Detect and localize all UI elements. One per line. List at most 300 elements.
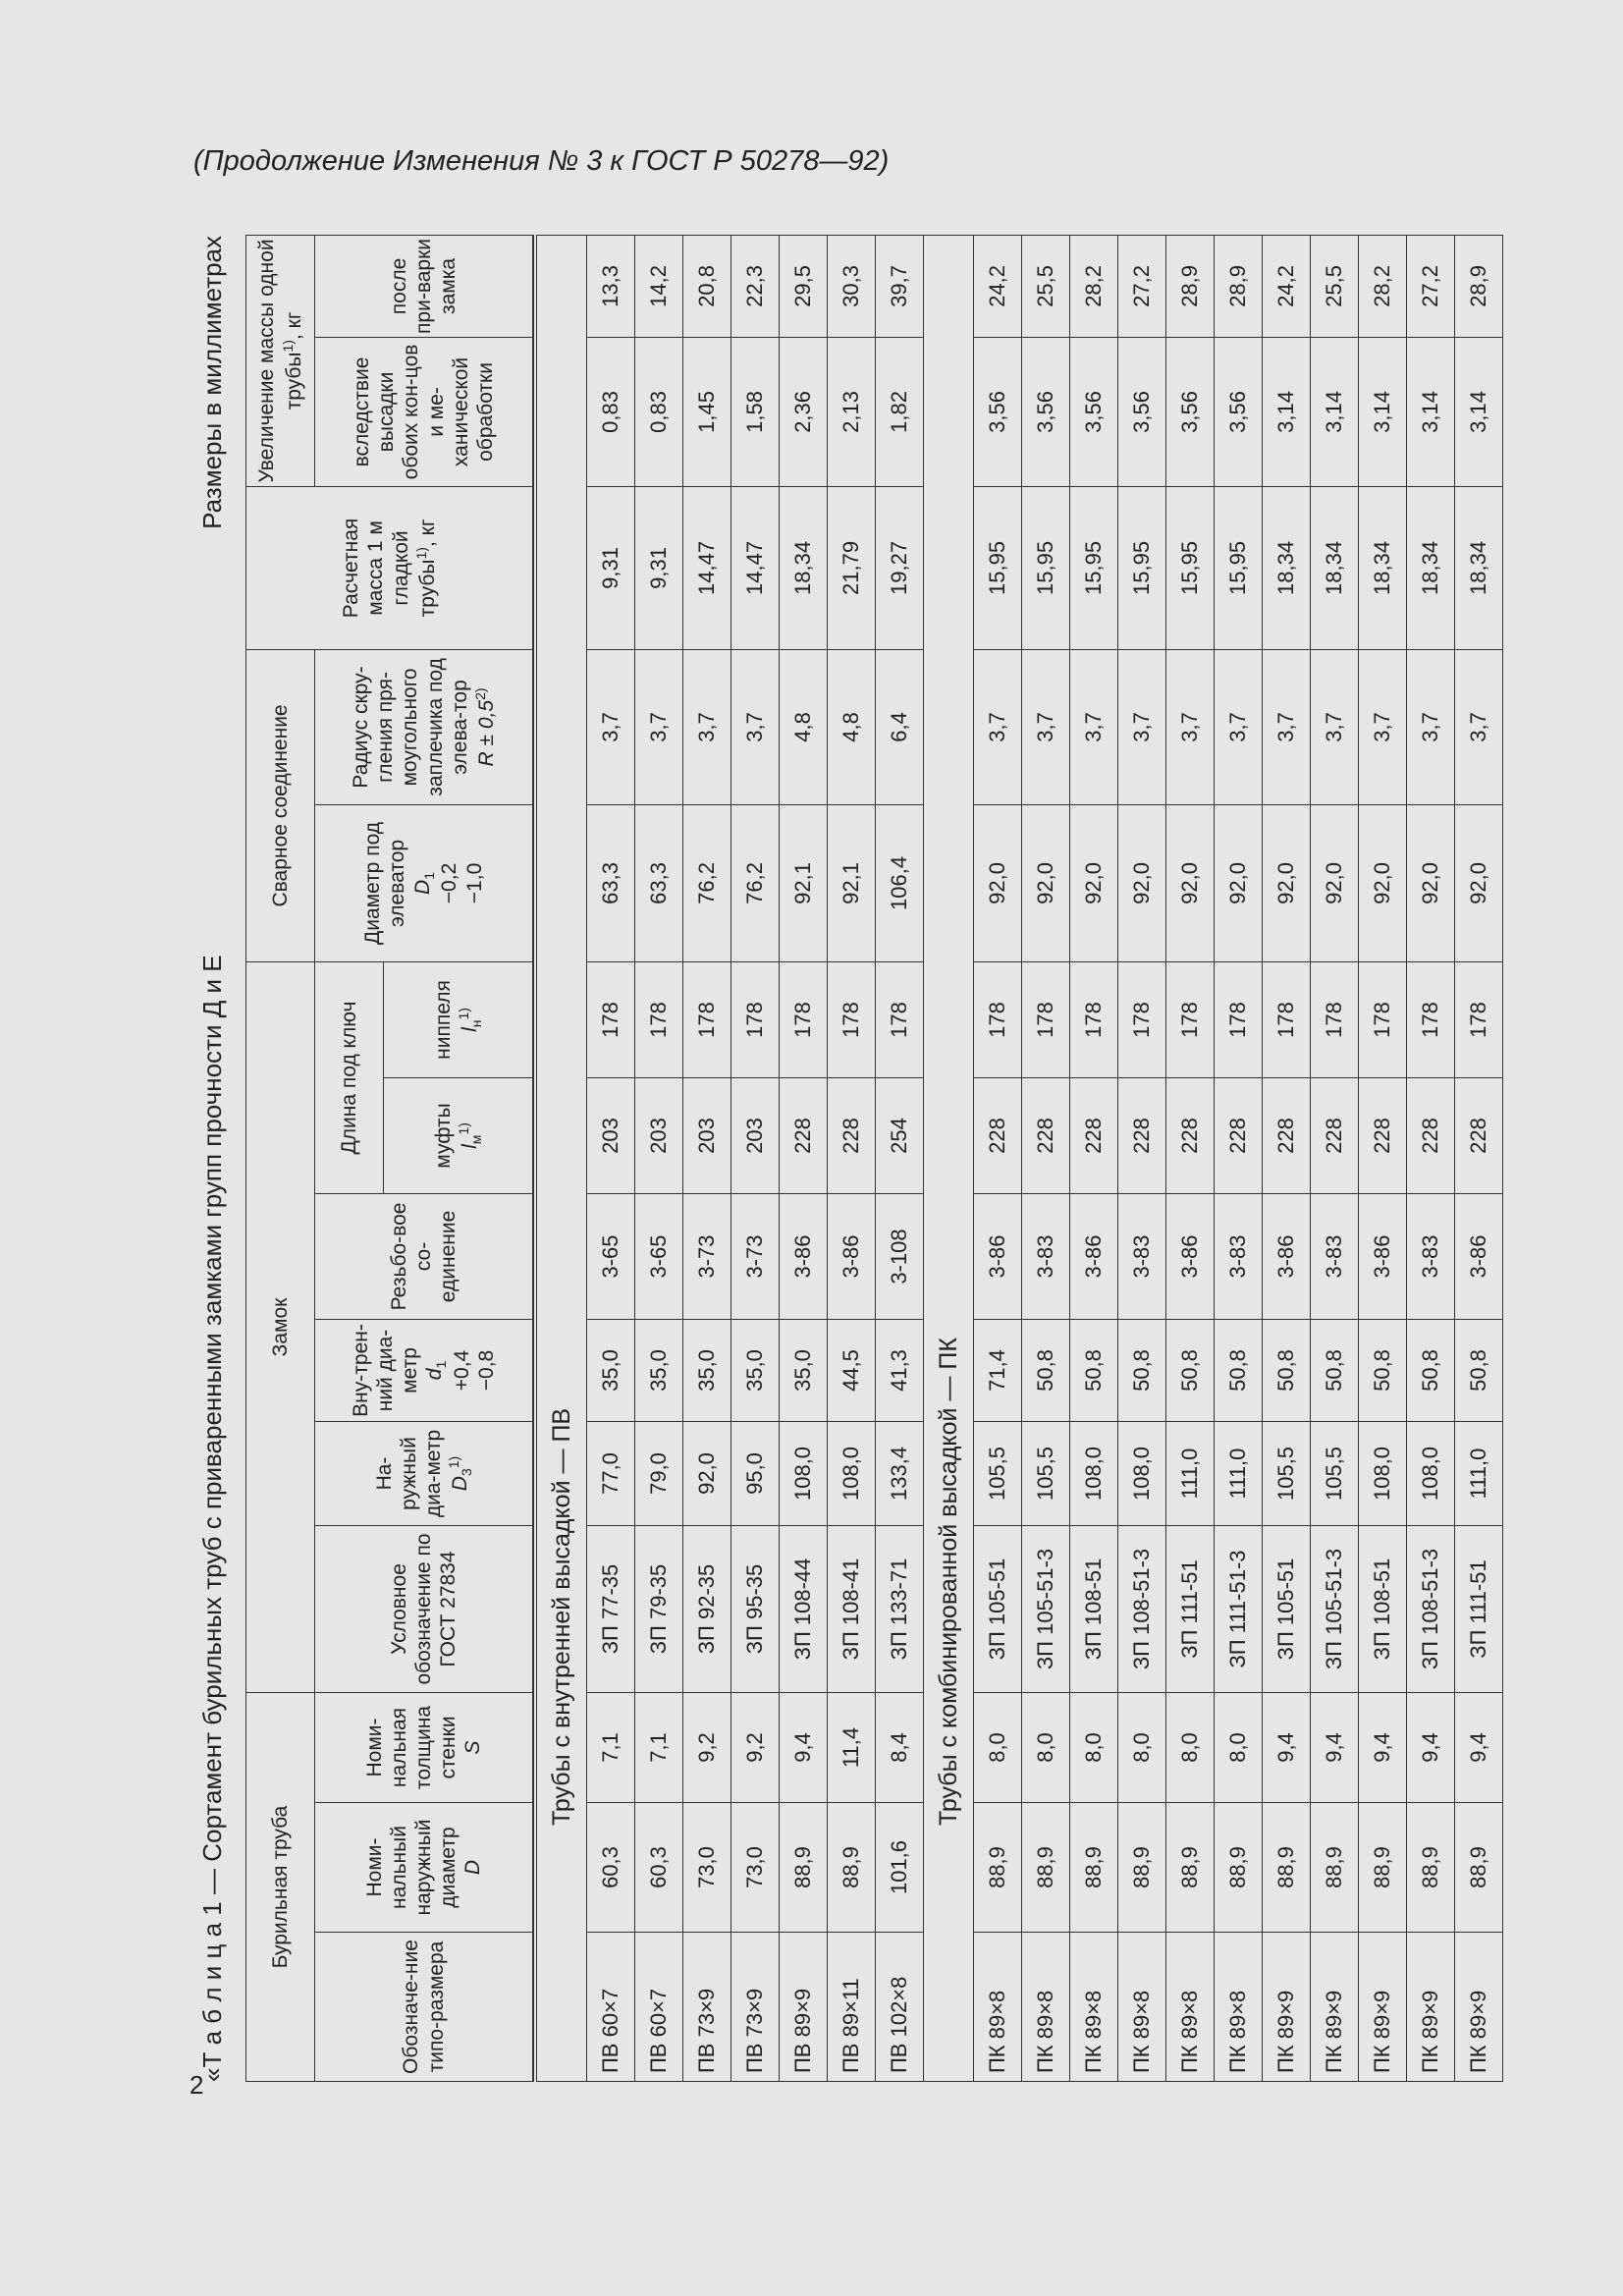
table-cell: 73,0 <box>731 1803 780 1933</box>
table-cell: 92,0 <box>1263 804 1311 961</box>
table-cell: 92,0 <box>974 804 1022 961</box>
table-cell: 9,31 <box>635 486 683 649</box>
table-cell: 3-86 <box>974 1193 1022 1319</box>
table-row <box>1311 235 1359 2081</box>
table-cell: 8,0 <box>1166 1692 1215 1802</box>
units-note: Размеры в миллиметрах <box>197 236 227 529</box>
table-cell: 228 <box>1022 1077 1070 1193</box>
table-cell: 88,9 <box>1070 1803 1118 1933</box>
table-cell: 4,8 <box>780 649 828 804</box>
table-cell: 3-86 <box>1455 1193 1503 1319</box>
table-cell: 15,95 <box>1022 486 1070 649</box>
table-cell: 8,0 <box>1070 1692 1118 1802</box>
table-cell: 28,9 <box>1166 235 1215 337</box>
table-row <box>1118 235 1166 2081</box>
col-lock-designation: Условное обозначение по ГОСТ 27834 <box>315 1525 533 1692</box>
table-row <box>1407 235 1455 2081</box>
table-cell: 203 <box>731 1077 780 1193</box>
table-cell: 92,0 <box>683 1421 731 1525</box>
table-cell: 3-108 <box>876 1193 924 1319</box>
table-cell: 18,34 <box>1359 486 1407 649</box>
table-cell: 24,2 <box>974 235 1022 337</box>
group-pipe: Бурильная труба <box>246 1692 315 2081</box>
table-cell: 7,1 <box>587 1692 635 1802</box>
table-cell: ЗП 92-35 <box>683 1525 731 1692</box>
col-coupling: муфты $l_м^{1)}$ <box>384 1077 533 1193</box>
table-cell: 29,5 <box>780 235 828 337</box>
table-cell: 27,2 <box>1118 235 1166 337</box>
table-cell: 88,9 <box>1263 1803 1311 1933</box>
table-cell: 3,56 <box>1166 337 1215 486</box>
table-cell: ЗП 111-51 <box>1166 1525 1215 1692</box>
table-cell: 105,5 <box>1022 1421 1070 1525</box>
table-cell: 63,3 <box>635 804 683 961</box>
table-cell: 20,8 <box>683 235 731 337</box>
table-cell: 3,7 <box>1215 649 1263 804</box>
table-cell: ПК 89×9 <box>1263 1933 1311 2082</box>
table-cell: 101,6 <box>876 1803 924 1933</box>
table-cell: ПК 89×8 <box>974 1933 1022 2082</box>
table-cell: 35,0 <box>731 1319 780 1421</box>
table-cell: ПК 89×8 <box>1166 1933 1215 2082</box>
table-cell: 3,56 <box>974 337 1022 486</box>
table-cell: 178 <box>974 961 1022 1077</box>
table-cell: 111,0 <box>1215 1421 1263 1525</box>
table-cell: 88,9 <box>1118 1803 1166 1933</box>
table-cell: ПВ 73×9 <box>731 1933 780 2082</box>
table-cell: 3-73 <box>731 1193 780 1319</box>
table-cell: 88,9 <box>1022 1803 1070 1933</box>
table-cell: 15,95 <box>1166 486 1215 649</box>
table-cell: 9,2 <box>731 1692 780 1802</box>
table-cell: 108,0 <box>1359 1421 1407 1525</box>
page-header: (Продолжение Изменения № 3 к ГОСТ Р 50278—92) <box>193 145 890 177</box>
table-cell: 4,8 <box>828 649 876 804</box>
table-cell: 77,0 <box>587 1421 635 1525</box>
table-cell: ПК 89×8 <box>1022 1933 1070 2082</box>
table-row <box>1215 235 1263 2081</box>
table-cell: 1,82 <box>876 337 924 486</box>
table-cell: 3-83 <box>1022 1193 1070 1319</box>
table-cell: 3-83 <box>1311 1193 1359 1319</box>
table-cell: 50,8 <box>1022 1319 1070 1421</box>
table-cell: 15,95 <box>1070 486 1118 649</box>
table-cell: 3,7 <box>1070 649 1118 804</box>
table-row <box>876 235 924 2081</box>
table-cell: ЗП 108-51-3 <box>1407 1525 1455 1692</box>
table-cell: 79,0 <box>635 1421 683 1525</box>
table-cell: 13,3 <box>587 235 635 337</box>
table-cell: 1,58 <box>731 337 780 486</box>
table-cell: 28,2 <box>1070 235 1118 337</box>
table-cell: 18,34 <box>1455 486 1503 649</box>
table-cell: 228 <box>780 1077 828 1193</box>
table-cell: 228 <box>1311 1077 1359 1193</box>
table-cell: 50,8 <box>1118 1319 1166 1421</box>
table-cell: ЗП 105-51 <box>1263 1525 1311 1692</box>
group-mass-increase: Увеличение массы одной трубы$^{1)}$, кг <box>246 235 315 486</box>
table-cell: 3,7 <box>587 649 635 804</box>
table-cell: 254 <box>876 1077 924 1193</box>
table-cell: 9,4 <box>1455 1692 1503 1802</box>
col-radius: Радиус скру-гления пря-моугольного заплечика под элева-тор $R \pm 0,5^{2)}$ <box>315 649 533 804</box>
table-cell: 35,0 <box>780 1319 828 1421</box>
table-cell: 8,0 <box>1215 1692 1263 1802</box>
table-cell: 3,14 <box>1359 337 1407 486</box>
table-cell: 88,9 <box>1215 1803 1263 1933</box>
table-cell: ПК 89×8 <box>1118 1933 1166 2082</box>
table-cell: 3-83 <box>1118 1193 1166 1319</box>
table-row <box>974 235 1022 2081</box>
caption-text: «Т а б л и ц а 1 — Сортамент бурильных труб с приваренными замками групп прочности Д и Е <box>197 955 227 2082</box>
table-cell: 3,7 <box>1118 649 1166 804</box>
table-row <box>1263 235 1311 2081</box>
table-cell: 3,7 <box>1407 649 1455 804</box>
table-cell: 105,5 <box>974 1421 1022 1525</box>
table-cell: 88,9 <box>828 1803 876 1933</box>
col-nipple: ниппеля $l_н^{1)}$ <box>384 961 533 1077</box>
table-cell: 9,31 <box>587 486 635 649</box>
table-cell: ПК 89×9 <box>1455 1933 1503 2082</box>
table-cell: ЗП 108-44 <box>780 1525 828 1692</box>
table-cell: 3-73 <box>683 1193 731 1319</box>
table-cell: 9,4 <box>1263 1692 1311 1802</box>
table-cell: 228 <box>1455 1077 1503 1193</box>
table-cell: 228 <box>1359 1077 1407 1193</box>
table-cell: 3,7 <box>1263 649 1311 804</box>
table-cell: ПВ 60×7 <box>635 1933 683 2082</box>
table-cell: ЗП 105-51-3 <box>1311 1525 1359 1692</box>
table-cell: 8,0 <box>1022 1692 1070 1802</box>
table-cell: 18,34 <box>1263 486 1311 649</box>
table-cell: 3,7 <box>1455 649 1503 804</box>
table-cell: 28,2 <box>1359 235 1407 337</box>
table-cell: 106,4 <box>876 804 924 961</box>
table-cell: 28,9 <box>1455 235 1503 337</box>
table-cell: 178 <box>1166 961 1215 1077</box>
group-key-length: Длина под ключ <box>315 961 384 1193</box>
table-cell: 50,8 <box>1311 1319 1359 1421</box>
table-cell: 95,0 <box>731 1421 780 1525</box>
table-cell: 25,5 <box>1311 235 1359 337</box>
table-row <box>587 235 635 2081</box>
table-cell: ЗП 105-51 <box>974 1525 1022 1692</box>
table-caption <box>187 236 238 2082</box>
table-cell: 178 <box>780 961 828 1077</box>
table-cell: 228 <box>1070 1077 1118 1193</box>
table-cell: 1,45 <box>683 337 731 486</box>
table-cell: 3-65 <box>635 1193 683 1319</box>
table-cell: ПВ 102×8 <box>876 1933 924 2082</box>
table-cell: 9,2 <box>683 1692 731 1802</box>
table-cell: 2,13 <box>828 337 876 486</box>
table-cell: 88,9 <box>1359 1803 1407 1933</box>
table-cell: 178 <box>828 961 876 1077</box>
table-cell: 22,3 <box>731 235 780 337</box>
section-pv-title: Трубы с внутренней высадкой — ПВ <box>535 235 587 2081</box>
table-cell: 228 <box>1118 1077 1166 1193</box>
table-cell: 21,79 <box>828 486 876 649</box>
table-cell: 178 <box>876 961 924 1077</box>
table-cell: 88,9 <box>780 1803 828 1933</box>
table-cell: 228 <box>974 1077 1022 1193</box>
table-cell: ЗП 111-51-3 <box>1215 1525 1263 1692</box>
col-elevator-diam: Диаметр под элеватор $D_1$ −0,2 −1,0 <box>315 804 533 961</box>
table-cell: 3-86 <box>828 1193 876 1319</box>
table-cell: 18,34 <box>1311 486 1359 649</box>
table-cell: ЗП 95-35 <box>731 1525 780 1692</box>
table-cell: ПВ 89×11 <box>828 1933 876 2082</box>
table-cell: 92,0 <box>1215 804 1263 961</box>
pipe-table <box>245 235 1503 2082</box>
table-cell: 41,3 <box>876 1319 924 1421</box>
table-cell: 88,9 <box>1166 1803 1215 1933</box>
table-cell: ЗП 108-41 <box>828 1525 876 1692</box>
table-cell: 92,0 <box>1455 804 1503 961</box>
table-cell: 0,83 <box>587 337 635 486</box>
table-row <box>828 235 876 2081</box>
table-cell: 7,1 <box>635 1692 683 1802</box>
table-cell: ЗП 108-51-3 <box>1118 1525 1166 1692</box>
col-lock-inner: Вну-трен-ний диа-метр $d_1$ +0,4 −0,8 <box>315 1319 533 1421</box>
table-cell: 9,4 <box>1359 1692 1407 1802</box>
table-row <box>1455 235 1503 2081</box>
table-cell: 108,0 <box>1070 1421 1118 1525</box>
table-cell: 14,47 <box>683 486 731 649</box>
table-cell: 178 <box>1070 961 1118 1077</box>
table-cell: 178 <box>1263 961 1311 1077</box>
table-cell: 11,4 <box>828 1692 876 1802</box>
table-row <box>683 235 731 2081</box>
table-cell: 30,3 <box>828 235 876 337</box>
table-row <box>1359 235 1407 2081</box>
table-cell: 111,0 <box>1455 1421 1503 1525</box>
table-cell: 3,14 <box>1407 337 1455 486</box>
table-cell: 15,95 <box>1215 486 1263 649</box>
table-cell: ПК 89×8 <box>1215 1933 1263 2082</box>
table-cell: 178 <box>1359 961 1407 1077</box>
table-cell: 9,4 <box>1407 1692 1455 1802</box>
table-cell: 228 <box>828 1077 876 1193</box>
table-cell: 178 <box>1022 961 1070 1077</box>
table-cell: 39,7 <box>876 235 924 337</box>
table-cell: 178 <box>635 961 683 1077</box>
table-cell: 3-65 <box>587 1193 635 1319</box>
table-cell: 3,7 <box>1022 649 1070 804</box>
group-weld: Сварное соединение <box>246 649 315 961</box>
section-pk-title: Трубы с комбинированной высадкой — ПК <box>924 235 974 2081</box>
table-cell: 105,5 <box>1263 1421 1311 1525</box>
table-cell: 203 <box>635 1077 683 1193</box>
table-cell: 88,9 <box>1407 1803 1455 1933</box>
table-cell: 35,0 <box>635 1319 683 1421</box>
table-row <box>731 235 780 2081</box>
table-cell: 50,8 <box>1166 1319 1215 1421</box>
table-cell: ПВ 89×9 <box>780 1933 828 2082</box>
table-cell: 92,0 <box>1359 804 1407 961</box>
col-upset: вследствие высадки обоих кон-цов и ме-ханической обработки <box>315 337 533 486</box>
table-cell: 92,0 <box>1070 804 1118 961</box>
table-cell: ЗП 108-51 <box>1359 1525 1407 1692</box>
table-cell: 76,2 <box>683 804 731 961</box>
table-cell: 92,0 <box>1118 804 1166 961</box>
col-designation: Обозначе-ние типо-размера <box>315 1933 533 2082</box>
col-wall: Номи-нальная толщина стенки S <box>315 1692 533 1802</box>
table-cell: ЗП 105-51-3 <box>1022 1525 1070 1692</box>
section-pk-body <box>924 235 1503 2081</box>
table-cell: 92,0 <box>1311 804 1359 961</box>
table-cell: ПК 89×9 <box>1407 1933 1455 2082</box>
table-cell: 108,0 <box>1118 1421 1166 1525</box>
table-cell: ПВ 73×9 <box>683 1933 731 2082</box>
table-cell: 60,3 <box>635 1803 683 1933</box>
table-cell: 3,7 <box>974 649 1022 804</box>
table-cell: 14,47 <box>731 486 780 649</box>
table-cell: 2,36 <box>780 337 828 486</box>
table-cell: 50,8 <box>1359 1319 1407 1421</box>
table-cell: 92,0 <box>1022 804 1070 961</box>
table-cell: ПК 89×9 <box>1311 1933 1359 2082</box>
table-cell: 178 <box>731 961 780 1077</box>
table-cell: 111,0 <box>1166 1421 1215 1525</box>
table-cell: 178 <box>683 961 731 1077</box>
table-cell: 44,5 <box>828 1319 876 1421</box>
table-cell: 108,0 <box>828 1421 876 1525</box>
table-cell: 178 <box>1311 961 1359 1077</box>
table-cell: 178 <box>587 961 635 1077</box>
table-row <box>1070 235 1118 2081</box>
table-cell: 3,7 <box>731 649 780 804</box>
table-cell: 50,8 <box>1407 1319 1455 1421</box>
table-cell: 92,1 <box>780 804 828 961</box>
table-cell: 8,4 <box>876 1692 924 1802</box>
table-cell: 228 <box>1166 1077 1215 1193</box>
table-cell: 88,9 <box>974 1803 1022 1933</box>
table-cell: 8,0 <box>1118 1692 1166 1802</box>
table-cell: 3-86 <box>1359 1193 1407 1319</box>
rotated-table-block <box>187 236 1490 2082</box>
table-cell: 6,4 <box>876 649 924 804</box>
table-cell: 228 <box>1215 1077 1263 1193</box>
table-cell: 8,0 <box>974 1692 1022 1802</box>
table-cell: 178 <box>1215 961 1263 1077</box>
table-cell: 24,2 <box>1263 235 1311 337</box>
table-cell: 3,7 <box>635 649 683 804</box>
table-cell: 35,0 <box>587 1319 635 1421</box>
table-cell: 3-83 <box>1407 1193 1455 1319</box>
table-cell: 3-86 <box>1263 1193 1311 1319</box>
table-cell: 63,3 <box>587 804 635 961</box>
table-cell: 178 <box>1407 961 1455 1077</box>
table-cell: 228 <box>1407 1077 1455 1193</box>
table-cell: 25,5 <box>1022 235 1070 337</box>
table-cell: 3-86 <box>1166 1193 1215 1319</box>
table-cell: 3-86 <box>780 1193 828 1319</box>
table-cell: 50,8 <box>1070 1319 1118 1421</box>
table-cell: 203 <box>683 1077 731 1193</box>
table-cell: 14,2 <box>635 235 683 337</box>
table-row <box>635 235 683 2081</box>
table-cell: 88,9 <box>1311 1803 1359 1933</box>
col-after-weld: после при-варки замка <box>315 235 533 337</box>
table-cell: 50,8 <box>1455 1319 1503 1421</box>
table-cell: 3,56 <box>1022 337 1070 486</box>
table-cell: 105,5 <box>1311 1421 1359 1525</box>
table-cell: ЗП 108-51 <box>1070 1525 1118 1692</box>
table-cell: ПК 89×9 <box>1359 1933 1407 2082</box>
table-cell: ЗП 111-51 <box>1455 1525 1503 1692</box>
table-cell: 15,95 <box>974 486 1022 649</box>
table-cell: 27,2 <box>1407 235 1455 337</box>
table-cell: 3,14 <box>1311 337 1359 486</box>
table-cell: 60,3 <box>587 1803 635 1933</box>
table-cell: ПК 89×8 <box>1070 1933 1118 2082</box>
table-cell: 19,27 <box>876 486 924 649</box>
table-cell: 88,9 <box>1455 1803 1503 1933</box>
table-cell: 35,0 <box>683 1319 731 1421</box>
table-cell: 73,0 <box>683 1803 731 1933</box>
group-lock: Замок <box>246 961 315 1692</box>
table-cell: 3,56 <box>1070 337 1118 486</box>
table-cell: 3,7 <box>1359 649 1407 804</box>
table-cell: 18,34 <box>1407 486 1455 649</box>
table-cell: 9,4 <box>780 1692 828 1802</box>
table-cell: 3,56 <box>1118 337 1166 486</box>
page-number: 2 <box>189 2070 204 2100</box>
table-cell: 3-83 <box>1215 1193 1263 1319</box>
table-cell: 92,0 <box>1407 804 1455 961</box>
table-cell: 228 <box>1263 1077 1311 1193</box>
table-row <box>780 235 828 2081</box>
table-cell: 3,7 <box>683 649 731 804</box>
table-cell: 108,0 <box>780 1421 828 1525</box>
table-cell: 18,34 <box>780 486 828 649</box>
table-cell: 133,4 <box>876 1421 924 1525</box>
table-row <box>1166 235 1215 2081</box>
table-cell: ЗП 79-35 <box>635 1525 683 1692</box>
table-cell: 3,56 <box>1215 337 1263 486</box>
section-pv-body <box>535 235 924 2081</box>
table-cell: 3,7 <box>1311 649 1359 804</box>
table-cell: 50,8 <box>1215 1319 1263 1421</box>
col-thread: Резьбо-вое со-единение <box>315 1193 533 1319</box>
table-cell: 178 <box>1455 961 1503 1077</box>
table-cell: ПВ 60×7 <box>587 1933 635 2082</box>
table-cell: 9,4 <box>1311 1692 1359 1802</box>
table-cell: 92,1 <box>828 804 876 961</box>
table-cell: 203 <box>587 1077 635 1193</box>
table-cell: 28,9 <box>1215 235 1263 337</box>
table-cell: 3,14 <box>1455 337 1503 486</box>
col-outer-diam: Номи-нальный наружный диаметр D <box>315 1803 533 1933</box>
table-cell: 3,14 <box>1263 337 1311 486</box>
table-cell: 3-86 <box>1070 1193 1118 1319</box>
table-cell: ЗП 133-71 <box>876 1525 924 1692</box>
table-row <box>1022 235 1070 2081</box>
table-cell: ЗП 77-35 <box>587 1525 635 1692</box>
table-cell: 3,7 <box>1166 649 1215 804</box>
col-lock-outer: На-ружный диа-метр $D_3^{1)}$ <box>315 1421 533 1525</box>
table-cell: 76,2 <box>731 804 780 961</box>
table-cell: 92,0 <box>1166 804 1215 961</box>
table-cell: 15,95 <box>1118 486 1166 649</box>
table-cell: 0,83 <box>635 337 683 486</box>
table-cell: 108,0 <box>1407 1421 1455 1525</box>
col-calc-mass: Расчетная масса 1 м гладкой трубы$^{1)}$, кг <box>246 486 533 649</box>
table-cell: 50,8 <box>1263 1319 1311 1421</box>
table-cell: 71,4 <box>974 1319 1022 1421</box>
table-cell: 178 <box>1118 961 1166 1077</box>
